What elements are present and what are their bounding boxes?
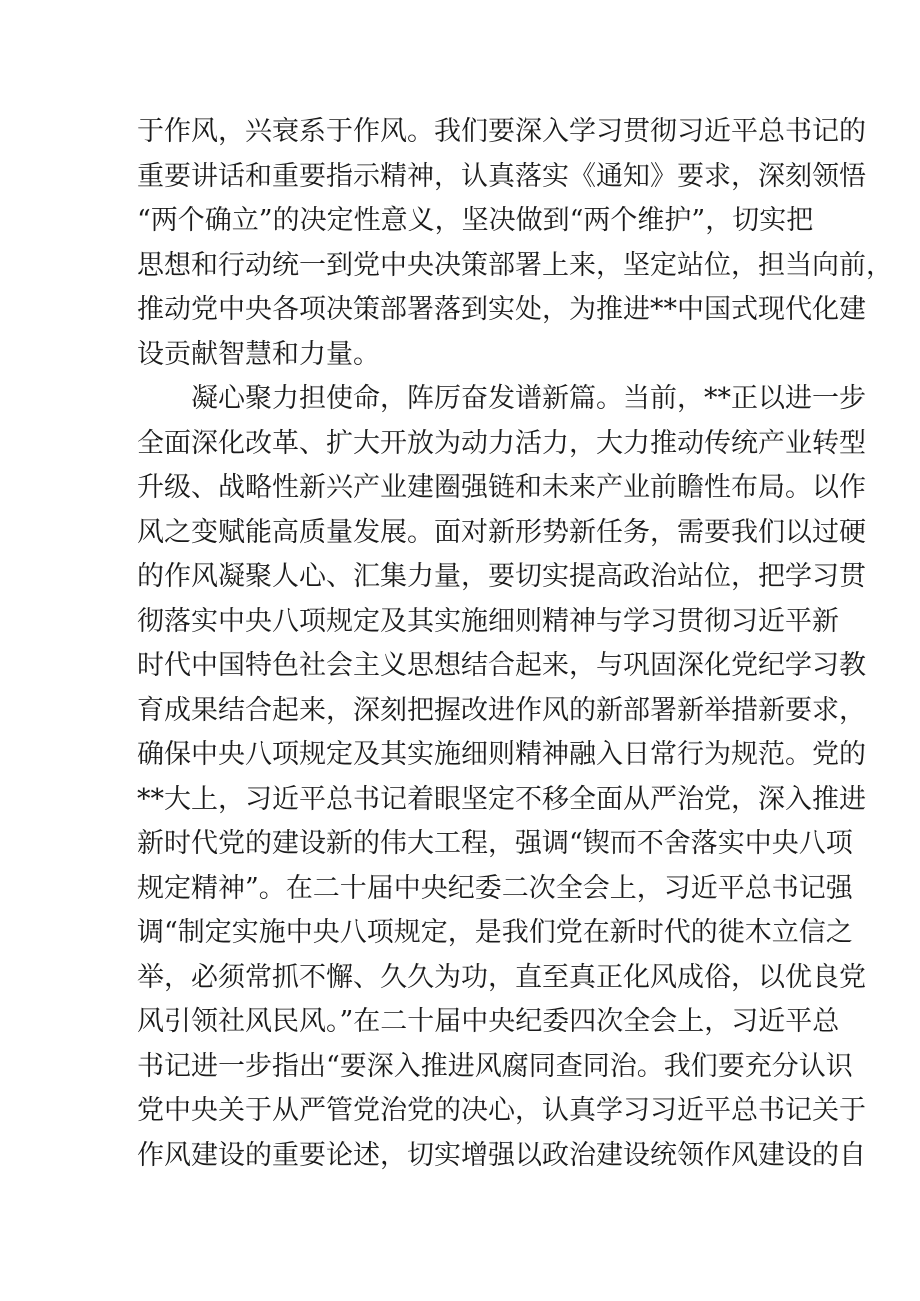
- text-line: “两个确立”的决定性意义，坚决做到“两个维护”，切实把: [137, 205, 814, 236]
- text-line: 风之变赋能高质量发展。面对新形势新任务，需要我们以过硬: [137, 516, 866, 548]
- text-line: 设贡献智慧和力量。: [137, 338, 380, 370]
- text-line: 思想和行动统一到党中央决策部署上来，坚定站位，担当向前，: [137, 249, 893, 281]
- text-line: 凝心聚力担使命，阵厉奋发谱新篇。当前，**正以进一步: [191, 383, 866, 414]
- text-line: 新时代党的建设新的伟大工程，强调“锲而不舍落实中央八项: [137, 828, 853, 859]
- text-line: 书记进一步指出“要深入推进风腐同查同治。我们要充分认识: [137, 1050, 853, 1082]
- text-line: 举，必须常抓不懈、久久为功，直至真正化风成俗，以优良党: [137, 961, 866, 993]
- text-line: 时代中国特色社会主义思想结合起来，与巩固深化党纪学习教: [137, 650, 866, 681]
- text-line: 于作风，兴衰系于作风。我们要深入学习贯彻习近平总书记的: [137, 116, 866, 147]
- text-line: 的作风凝聚人心、汇集力量，要切实提高政治站位，把学习贯: [137, 561, 866, 592]
- text-line: 作风建设的重要论述，切实增强以政治建设统领作风建设的自: [137, 1139, 866, 1171]
- paragraph-2: [137, 377, 866, 1178]
- text-line: 重要讲话和重要指示精神，认真落实《通知》要求，深刻领悟: [137, 160, 866, 192]
- document-body: [137, 110, 893, 1178]
- text-line: 全面深化改革、扩大开放为动力活力，大力推动传统产业转型: [137, 427, 866, 459]
- text-line: 规定精神”。在二十届中央纪委二次全会上，习近平总书记强: [137, 872, 853, 904]
- text-line: 推动党中央各项决策部署落到实处，为推进**中国式现代化建: [137, 294, 866, 325]
- paragraph-1: [137, 110, 893, 377]
- text-line: **大上，习近平总书记着眼坚定不移全面从严治党，深入推进: [137, 783, 866, 815]
- text-line: 升级、战略性新兴产业建圈强链和未来产业前瞻性布局。以作: [137, 472, 866, 503]
- text-line: 彻落实中央八项规定及其实施细则精神与学习贯彻习近平新: [137, 605, 839, 637]
- text-line: 党中央关于从严管党治党的决心，认真学习习近平总书记关于: [137, 1095, 866, 1126]
- text-line: 确保中央八项规定及其实施细则精神融入日常行为规范。党的: [137, 739, 866, 770]
- text-line: 风引领社风民风。”在二十届中央纪委四次全会上，习近平总: [137, 1006, 840, 1037]
- text-line: 调“制定实施中央八项规定，是我们党在新时代的徙木立信之: [137, 917, 853, 948]
- text-line: 育成果结合起来，深刻把握改进作风的新部署新举措新要求，: [137, 694, 866, 726]
